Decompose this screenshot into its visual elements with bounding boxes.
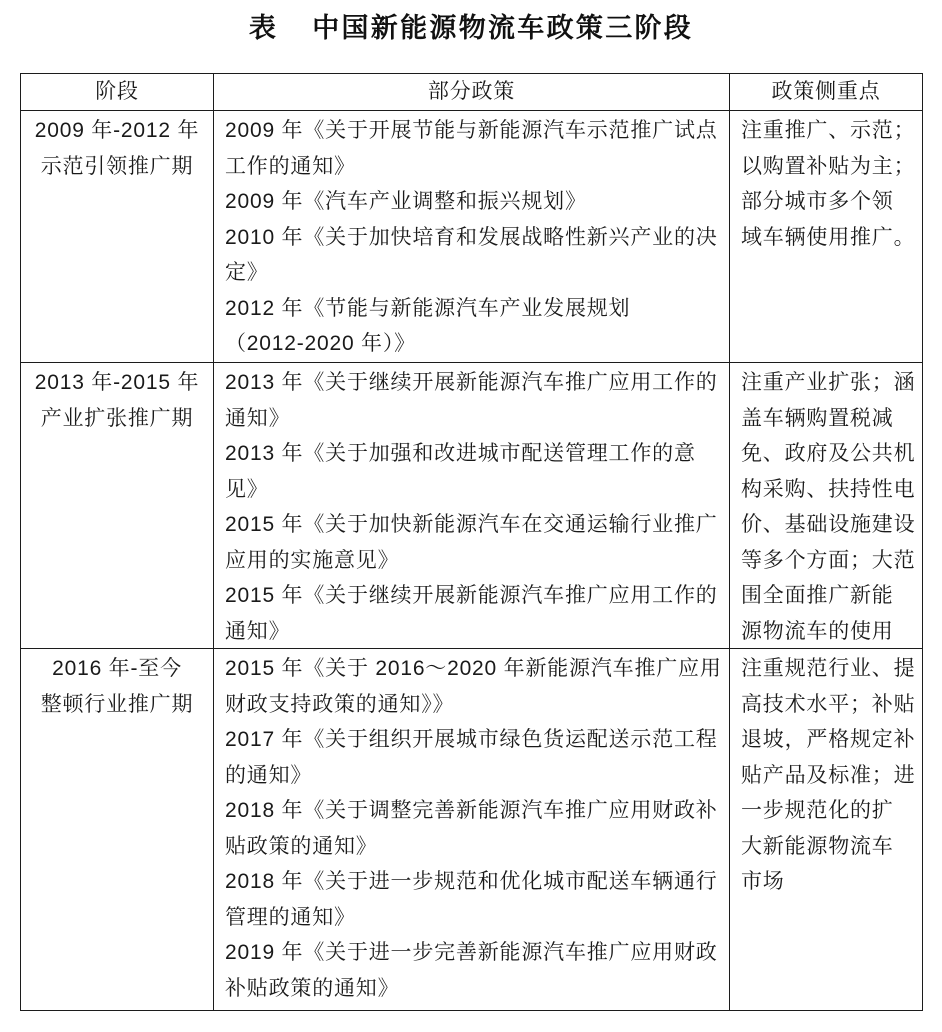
focus-line: 源物流车的使用 (741, 619, 894, 643)
stage-period: 2016 年-至今 (52, 657, 182, 680)
policy-item (225, 935, 729, 1006)
policy-line: 2015 年《关于 2016～2020 年新能源汽车推广应用 (225, 657, 722, 680)
focus-line: 注重规范行业、提 (741, 657, 916, 680)
policy-line: 2013 年《关于加强和改进城市配送管理工作的意 (225, 442, 696, 465)
focus-line: 域车辆使用推广。 (741, 225, 916, 249)
policies-cell (214, 363, 730, 649)
header-policies: 部分政策 (214, 74, 730, 111)
focus-line: 价、基础设施建设 (741, 513, 916, 536)
policy-line: 的通知》 (225, 763, 313, 787)
stage-period: 2009 年-2012 年 (34, 119, 200, 142)
focus-cell (730, 363, 923, 649)
focus-line: 注重产业扩张；涵 (741, 371, 916, 394)
policy-item (225, 793, 729, 864)
focus-line: 围全面推广新能 (741, 584, 894, 607)
focus-line: 注重推广、示范； (741, 119, 916, 142)
policy-item (225, 507, 729, 578)
policy-line: 2010 年《关于加快培育和发展战略性新兴产业的决 (225, 225, 718, 249)
policy-line: 补贴政策的通知》 (225, 976, 400, 1000)
stage-name: 产业扩张推广期 (40, 406, 194, 430)
policy-line: 2015 年《关于加快新能源汽车在交通运输行业推广 (225, 513, 718, 536)
policy-line: 2009 年《关于开展节能与新能源汽车示范推广试点 (225, 119, 718, 142)
policy-item (225, 651, 729, 722)
policy-line: 2018 年《关于进一步规范和优化城市配送车辆通行 (225, 870, 718, 893)
focus-cell (730, 649, 923, 1011)
policy-line: 通知》 (225, 619, 291, 643)
stage-period: 2013 年-2015 年 (34, 371, 200, 394)
policy-line: 2012 年《节能与新能源汽车产业发展规划 (225, 296, 631, 320)
focus-line: 高技术水平；补贴 (741, 692, 916, 716)
header-stage: 阶段 (21, 74, 214, 111)
policy-line: 应用的实施意见》 (225, 548, 400, 572)
stage-cell (21, 363, 214, 649)
policy-item (225, 722, 729, 793)
policy-line: 管理的通知》 (225, 905, 356, 929)
table-title: 中国新能源物流车政策三阶段 (312, 13, 694, 43)
focus-line: 市场 (741, 870, 785, 893)
policy-item (225, 184, 729, 220)
policy-item (225, 578, 729, 649)
focus-line: 一步规范化的扩 (741, 799, 894, 822)
focus-line: 以购置补贴为主； (741, 154, 916, 178)
policy-line: 财政支持政策的通知》》 (225, 692, 455, 716)
policy-line: 通知》 (225, 406, 291, 430)
focus-line: 退坡，严格规定补 (741, 728, 916, 751)
focus-line: 构采购、扶持性电 (741, 477, 916, 501)
policies-cell (214, 649, 730, 1011)
policy-line: 贴政策的通知》 (225, 834, 378, 858)
policy-item (225, 220, 729, 291)
table-label: 表 (248, 13, 279, 43)
focus-cell (730, 111, 923, 363)
focus-line: 等多个方面；大范 (741, 548, 916, 572)
policy-line: 2015 年《关于继续开展新能源汽车推广应用工作的 (225, 584, 718, 607)
policy-line: 见》 (225, 477, 269, 501)
policy-item (225, 436, 729, 507)
policy-line: （2012-2020 年）》 (225, 332, 416, 355)
policy-line: 2009 年《汽车产业调整和振兴规划》 (225, 190, 587, 213)
focus-line: 盖车辆购置税减 (741, 406, 894, 430)
policy-line: 2019 年《关于进一步完善新能源汽车推广应用财政 (225, 941, 718, 964)
table-caption (0, 10, 942, 46)
policy-line: 2018 年《关于调整完善新能源汽车推广应用财政补 (225, 799, 718, 822)
policy-line: 定》 (225, 261, 269, 284)
focus-line: 免、政府及公共机 (741, 442, 916, 465)
stage-cell (21, 111, 214, 363)
policy-item (225, 113, 729, 184)
stage-name: 示范引领推广期 (40, 154, 194, 178)
policies-cell (214, 111, 730, 363)
focus-line: 贴产品及标准；进 (741, 763, 916, 787)
policy-line: 工作的通知》 (225, 154, 356, 178)
focus-line: 部分城市多个领 (741, 190, 894, 213)
stage-cell (21, 649, 214, 1011)
policy-stages-table (20, 73, 923, 1011)
policy-item (225, 291, 729, 362)
stage-name: 整顿行业推广期 (40, 692, 194, 716)
policy-line: 2017 年《关于组织开展城市绿色货运配送示范工程 (225, 728, 718, 751)
policy-item (225, 864, 729, 935)
focus-line: 大新能源物流车 (741, 834, 894, 858)
policy-item (225, 365, 729, 436)
policy-line: 2013 年《关于继续开展新能源汽车推广应用工作的 (225, 371, 718, 394)
header-focus: 政策侧重点 (730, 74, 923, 111)
